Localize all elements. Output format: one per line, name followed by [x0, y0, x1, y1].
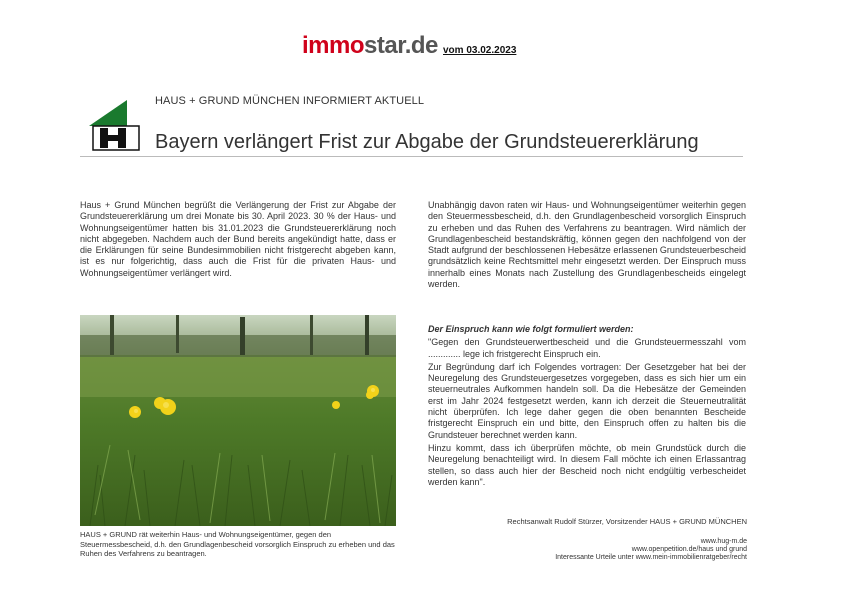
- objection-paragraph-3: Hinzu kommt, dass ich überprüfen möchte, ob mein Grundstück durch die Neuregelung benachteiligt wird. In diesem Fall möchte ich einen Erlassantrag stellen, so dass auch hier der Bescheid noch nicht endgültig verbescheidet werden kann".: [428, 442, 746, 487]
- objection-paragraph-2: Zur Begründung darf ich Folgendes vortragen: Der Gesetzgeber hat bei der Neuregelung des Grundsteuergesetzes vorgegeben, dass es sich hier um ein steuerneutrales Aufkommen handeln soll. Da die Hebesätze der Gemeinden erst im Jahr 2024 festgesetzt werden, kann ich derzeit die Steuerneutralität nicht überprüfen. Ich lege daher gegen die oben benannten Bescheide fristgerecht Einspruch ein und bitte, den Einspruch offen zu halten bis die Grundsteuer berechnet werden kann.: [428, 361, 746, 440]
- article-kicker: HAUS + GRUND MÜNCHEN INFORMIERT AKTUELL: [155, 95, 425, 107]
- judgments-link[interactable]: Interessante Urteile unter www.mein-immobilienratgeber/recht: [555, 554, 747, 561]
- photo-caption: HAUS + GRUND rät weiterhin Haus- und Wohnungseigentümer, gegen den Steuermessbescheid, d.h. den Grundlagenbescheid vorsorglich Einspruch zu erheben und das Ruhen des Verfahrens zu beantragen.: [80, 530, 395, 558]
- website-link[interactable]: www.hug-m.de: [700, 538, 747, 545]
- haus-grund-logo-icon: [87, 98, 143, 152]
- publication-date: vom 03.02.2023: [443, 45, 517, 56]
- petition-link[interactable]: www.openpetition.de/haus und grund: [631, 546, 747, 553]
- header-divider: [80, 156, 743, 157]
- dandelion-meadow-photo: [80, 315, 396, 526]
- right-paragraph: Unabhängig davon raten wir Haus- und Wohnungseigentümer weiterhin gegen den Steuermessbescheid, d.h. den Grundlagenbescheid vorsorglich Einspruch zu erheben und das Ruhen des Verfahrens zu beantragen. Wird nämlich der Grundlagenbescheid bestandskräftig, können gegen den nachfolgend von der Stadt aufgrund der beschlossenen Hebesätze erlassenen Grundsteuerbescheid grundsätzlich keine Rechtsmittel mehr eingesetzt werden. Der Einspruch muss innerhalb eines Monats nach Zustellung des Grundlagenbescheids eingelegt werden.: [428, 200, 746, 290]
- article-headline: Bayern verlängert Frist zur Abgabe der Grundsteuererklärung: [155, 131, 699, 153]
- objection-title: Der Einspruch kann wie folgt formuliert werden:: [428, 324, 634, 334]
- logo-part-star: star.de: [364, 32, 438, 59]
- objection-paragraph-1: "Gegen den Grundsteuerwertbescheid und die Grundsteuermesszahl vom ............. lege ich fristgerecht Einspruch ein.: [428, 337, 746, 359]
- logo-part-immo: immo: [302, 32, 365, 59]
- author-line: Rechtsanwalt Rudolf Stürzer, Vorsitzender HAUS + GRUND MÜNCHEN: [507, 517, 747, 526]
- objection-template: [428, 324, 746, 490]
- immostar-logo: [302, 33, 438, 59]
- left-paragraph: Haus + Grund München begrüßt die Verlängerung der Frist zur Abgabe der Grundsteuererklärung um drei Monate bis 30. April 2023. 30 % der Haus- und Wohnungseigentümer hatten bis 31.01.2023 die Grundsteuererklärung noch nicht abgegeben. Nachdem auch der Bund bereits angekündigt hatte, dass er die Erklärungen für seine Bundesimmobilien nicht fristgerecht abgeben kann, ist es nur folgerichtig, dass auch die Frist für die privaten Haus- und Wohnungseigentümer verlängert wird.: [80, 200, 396, 278]
